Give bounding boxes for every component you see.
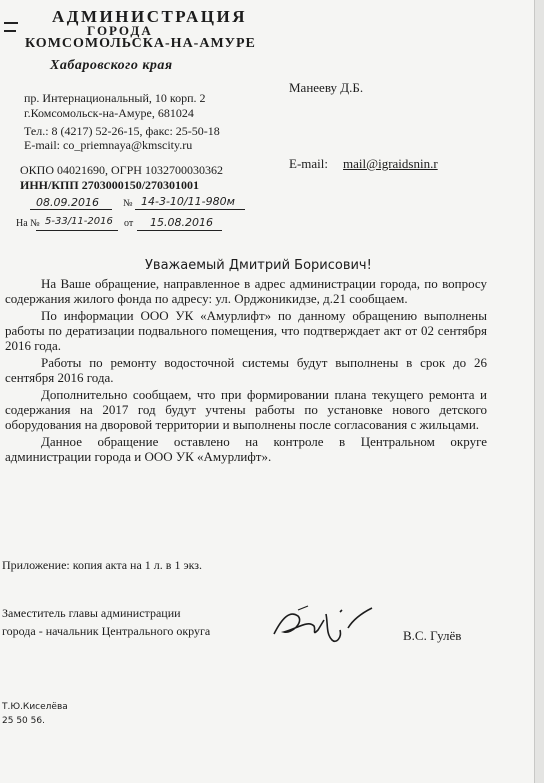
body-paragraph: Дополнительно сообщаем, что при формировании плана текущего ремонта и содержания на 2017 год будут учтены работы по установке нового детского оборудования на дворовой территории и выполнены после согласования с жильцами. <box>5 387 487 432</box>
signatory-title-line2: города - начальник Центрального округа <box>2 624 211 638</box>
recipient-email-label: E-mail: <box>289 156 328 171</box>
org-email: E-mail: co_priemnaya@kmscity.ru <box>24 138 193 152</box>
signatory-name: В.С. Гулёв <box>403 628 462 643</box>
org-region: Хабаровского края <box>50 58 173 73</box>
outgoing-number: 14-3-10/11-980м <box>141 195 235 208</box>
outgoing-number-label: № <box>123 198 133 209</box>
corner-mark <box>4 22 18 24</box>
incoming-date: 15.08.2016 <box>150 216 213 229</box>
org-inn: ИНН/КПП 2703000150/270301001 <box>20 178 200 192</box>
body-paragraph: Работы по ремонту водосточной системы будут выполнены в срок до 26 сентября 2016 года. <box>5 355 487 385</box>
attachment-note: Приложение: копия акта на 1 л. в 1 экз. <box>2 558 203 572</box>
incoming-number: 5-33/11-2016 <box>45 216 113 227</box>
org-name-line2: ГОРОДА <box>87 23 153 38</box>
body-paragraph: По информации ООО УК «Амурлифт» по данному обращению выполнены работы по дератизации подвального помещения, что подтверждает акт от 02 сентября 2016 года. <box>5 308 487 353</box>
ref-underline <box>36 230 118 231</box>
number-underline <box>135 209 245 210</box>
letter-body <box>5 276 487 464</box>
scan-edge <box>534 0 544 783</box>
body-paragraph: Данное обращение оставлено на контроле в Центральном округе администрации города и ООО УК «Амурлифт». <box>5 434 487 464</box>
executor-phone: 25 50 56. <box>2 716 45 726</box>
executor-name: Т.Ю.Киселёва <box>2 702 68 712</box>
incoming-number-label: На № <box>16 218 40 229</box>
date-underline <box>30 209 112 210</box>
org-address-city: г.Комсомольск-на-Амуре, 681024 <box>24 106 194 120</box>
org-name-line3: КОМСОМОЛЬСКА-НА-АМУРЕ <box>25 36 256 51</box>
org-okpo: ОКПО 04021690, ОГРН 1032700030362 <box>20 163 223 177</box>
outgoing-date: 08.09.2016 <box>36 196 99 209</box>
body-paragraph: На Ваше обращение, направленное в адрес администрации города, по вопросу содержания жилого фонда по адресу: ул. Орджоникидзе, д.21 сообщаем. <box>5 276 487 306</box>
corner-mark <box>4 30 16 32</box>
signatory-title-line1: Заместитель главы администрации <box>2 606 181 620</box>
org-phone: Тел.: 8 (4217) 52-26-15, факс: 25-50-18 <box>24 124 220 138</box>
org-name-line1: АДМИНИСТРАЦИЯ <box>52 7 248 26</box>
incoming-date-label: от <box>124 218 134 229</box>
recipient-email: mail@igraidsnin.r <box>343 156 438 171</box>
recipient-name: Манеeву Д.Б. <box>289 80 364 95</box>
handwritten-signature <box>268 600 378 648</box>
ref-date-underline <box>137 230 222 231</box>
greeting: Уважаемый Дмитрий Борисович! <box>145 258 372 273</box>
org-address-street: пр. Интернациональный, 10 корп. 2 <box>24 91 206 105</box>
